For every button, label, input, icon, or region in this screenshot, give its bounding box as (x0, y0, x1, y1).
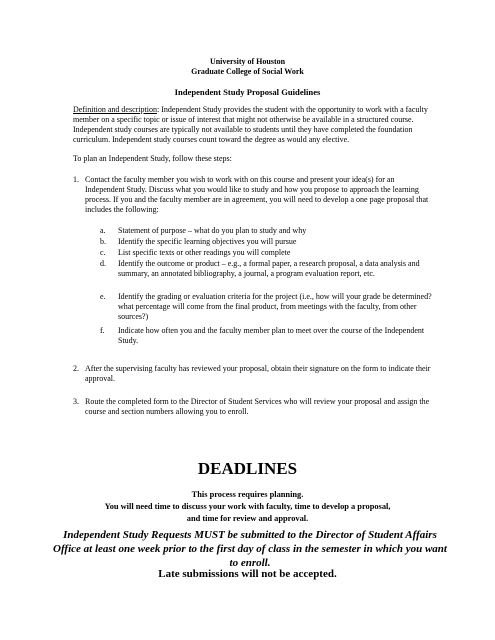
late-submission-notice: Late submissions will not be accepted. (158, 568, 337, 580)
sub-item-letter: c. (100, 248, 106, 257)
step-number: 1. (73, 175, 79, 184)
step-text: Route the completed form to the Director of Student Services who will review your proposal and assign the course and section numbers allowing you to enroll. (85, 397, 430, 416)
sub-item-text: Identify the outcome or product – e.g., a formal paper, a research proposal, a data analysis and summary, an annotated bibliography, a journal, a program evaluation report, etc. (118, 259, 420, 278)
definition-label: Definition and description (73, 105, 157, 114)
sub-item-text: List specific texts or other readings you will complete (118, 248, 291, 257)
submission-deadline-notice: Independent Study Requests MUST be submitted to the Director of Student Affairs Office at least one week prior to the first day of class in the semester in which you want to enroll. (53, 529, 447, 569)
planning-note (0, 489, 495, 525)
planning-line-3: and time for review and approval. (186, 514, 309, 523)
sub-item-letter: b. (100, 237, 106, 246)
definition-paragraph (73, 105, 433, 145)
planning-line-2: You will need time to discuss your work with faculty, time to develop a proposal, (104, 502, 391, 511)
sub-item-letter: a. (100, 226, 106, 235)
intro-text: To plan an Independent Study, follow these steps: (73, 154, 232, 163)
sub-item-letter: f. (100, 326, 105, 335)
step-number: 2. (73, 364, 79, 373)
step-number: 3. (73, 397, 79, 406)
deadlines-heading: DEADLINES (197, 459, 298, 478)
document-title: Independent Study Proposal Guidelines (174, 87, 321, 97)
step-text: After the supervising faculty has reviewed your proposal, obtain their signature on the form to indicate their approval. (85, 364, 431, 383)
step-text: Contact the faculty member you wish to work with on this course and present your idea(s) for an Independent Study. Discuss what you would like to study and how you propose to approach the learning process. If you and the faculty member are in agreement, you will need to develop a one page proposal that includes the following: (85, 175, 429, 214)
university-name: University of Houston (209, 57, 286, 66)
sub-item-text: Statement of purpose – what do you plan to study and why (118, 226, 307, 235)
sub-item-text: Identify the specific learning objectives you will pursue (118, 237, 297, 246)
definition-text: : Independent Study provides the student with the opportunity to work with a faculty member on a specific topic or issue of interest that might not otherwise be available in a structured course. Independent study courses are typically not available to students until they have completed the foundation curriculum. Independent study courses count toward the degree as would any elective. (73, 105, 428, 144)
sub-item-text: Identify the grading or evaluation criteria for the project (i.e., how will your grade be determined? what percentage will come from the final product, from meetings with the faculty, from other sources?) (118, 292, 432, 321)
sub-item-letter: d. (100, 259, 106, 268)
college-name: Graduate College of Social Work (191, 67, 304, 76)
planning-line-1: This process requires planning. (191, 490, 304, 499)
sub-item-letter: e. (100, 292, 106, 301)
sub-item-text: Indicate how often you and the faculty member plan to meet over the course of the Independent Study. (118, 326, 425, 345)
